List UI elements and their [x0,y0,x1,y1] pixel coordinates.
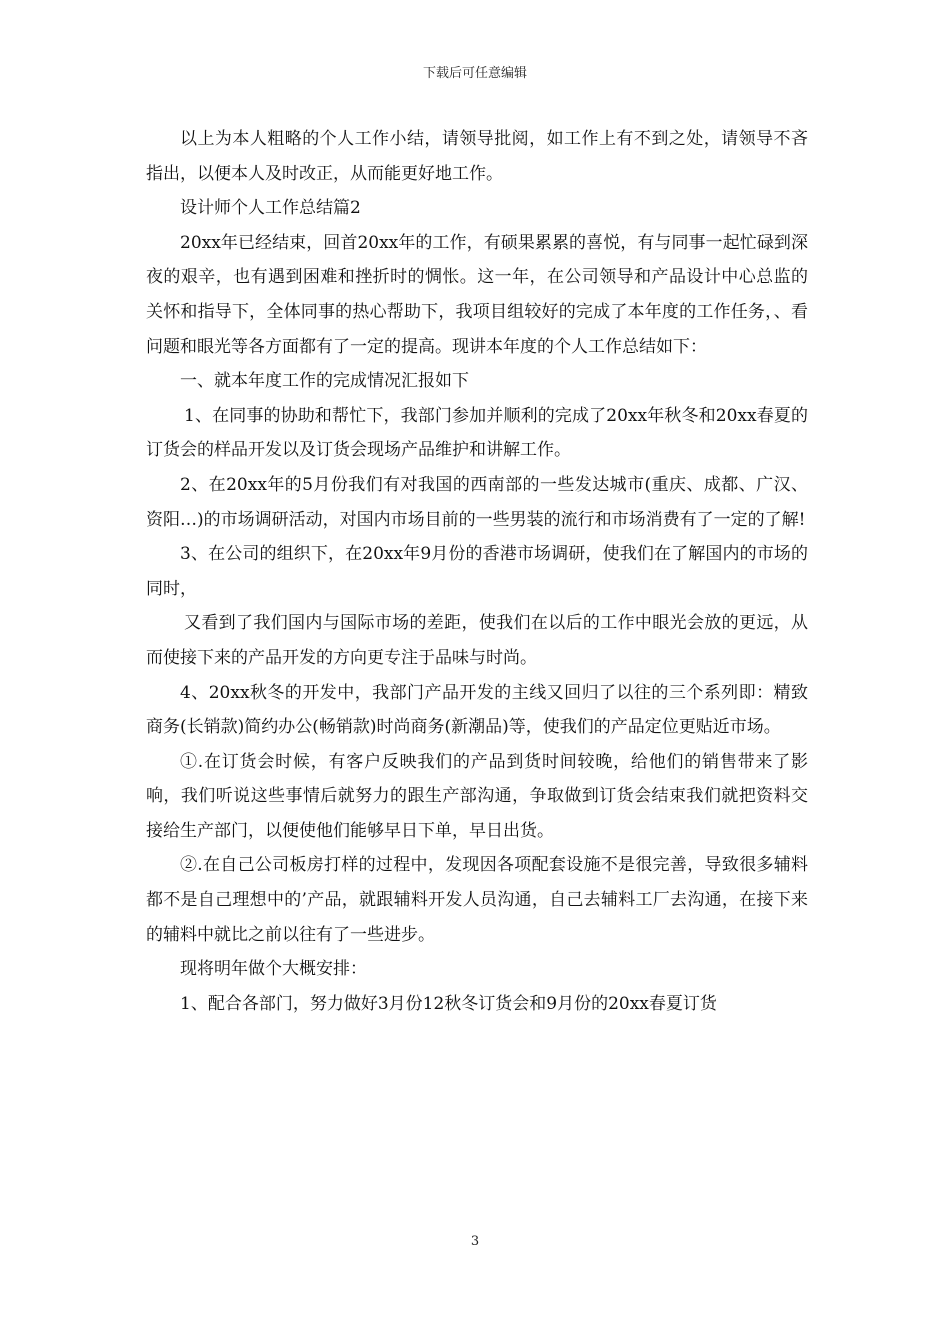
paragraph-item-2: 2、在20xx年的5月份我们有对我国的西南部的一些发达城市(重庆、成都、广汉、资阳…)的市场调研活动，对国内市场目前的一些男装的流行和市场消费有了一定的了解! [146,474,808,530]
section-heading: 设计师个人工作总结篇2 [180,198,361,219]
paragraph-intro: 20xx年已经结束，回首20xx年的工作，有硕果累累的喜悦，有与同事一起忙碌到深夜的艰辛，也有遇到困难和挫折时的惆怅。这一年，在公司领导和产品设计中心总监的关怀和指导下，全体同事的热心帮助下，我项目组较好的完成了本年度的工作任务，、看问题和眼光等各方面都有了一定的提高。现讲本年度的个人工作总结如下： [146,232,808,357]
paragraph-plan-1: 1、配合各部门，努力做好3月份12秋冬订货会和9月份的20xx春夏订货 [180,993,717,1014]
paragraph-subitem-1: ①.在订货会时候，有客户反映我们的产品到货时间较晚，给他们的销售带来了影响，我们听说这些事情后就努力的跟生产部沟通，争取做到订货会结束我们就把资料交接给生产部门，以便使他们能够早日下单，早日出货。 [146,751,808,841]
paragraph-item-1: 1、在同事的协助和帮忙下，我部门参加并顺利的完成了20xx年秋冬和20xx春夏的订货会的样品开发以及订货会现场产品维护和讲解工作。 [146,405,808,461]
subheading-next-year: 现将明年做个大概安排： [180,959,367,980]
page-header: 下载后可任意编辑 [422,66,527,81]
paragraph-closing-remarks: 以上为本人粗略的个人工作小结，请领导批阅，如工作上有不到之处，请领导不吝指出，以便本人及时改正，从而能更好地工作。 [146,129,808,184]
paragraph-item-3-continued: 又看到了我们国内与国际市场的差距，使我们在以后的工作中眼光会放的更远，从而使接下来的产品开发的方向更专注于品味与时尚。 [146,613,808,668]
paragraph-item-4: 4、20xx秋冬的开发中，我部门产品开发的主线又回归了以往的三个系列即：精致商务(长销款)简约办公(畅销款)时尚商务(新潮品)等，使我们的产品定位更贴近市场。 [146,682,808,738]
paragraph-subitem-2: ②.在自己公司板房打样的过程中，发现因各项配套设施不是很完善，导致很多辅料都不是自己理想中的’产品，就跟辅料开发人员沟通，自己去辅料工厂去沟通，在接下来的辅料中就比之前以往有了一些进步。 [146,855,808,945]
subheading-completion: 一、就本年度工作的完成情况汇报如下 [180,371,469,392]
page-number: 3 [470,1234,480,1249]
paragraph-item-3: 3、在公司的组织下，在20xx年9月份的香港市场调研，使我们在了解国内的市场的同时， [146,544,808,599]
document-body [146,122,808,1021]
